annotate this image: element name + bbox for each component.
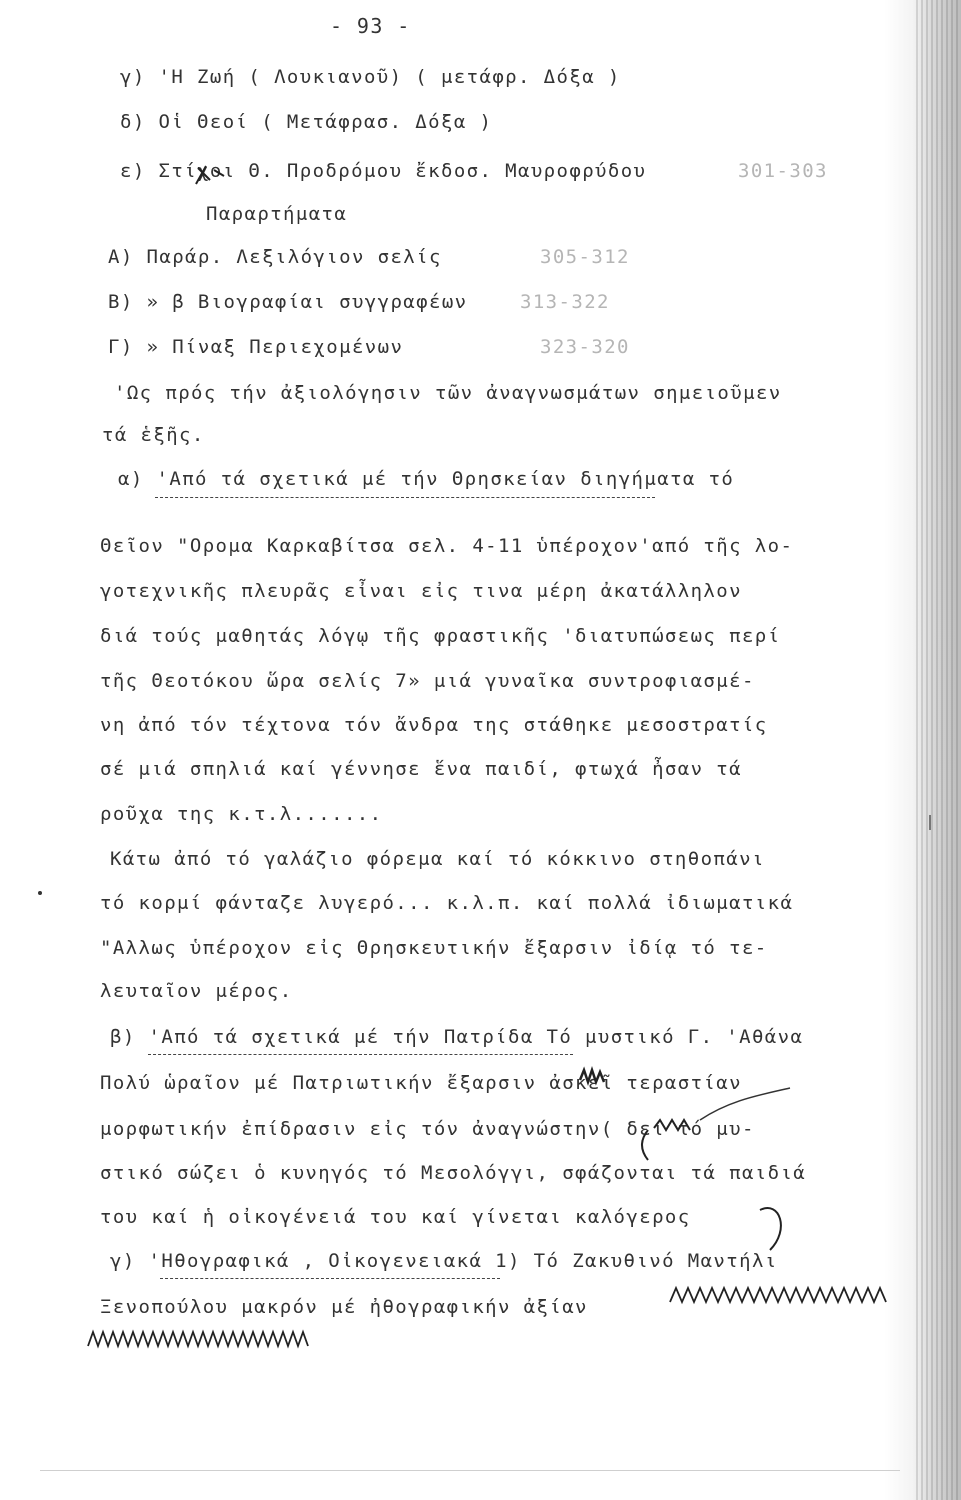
page-range: 313-322 (520, 291, 610, 313)
text-line: σέ μιά σπηλιά καί γέννησε ἕνα παιδί, φτωχά ἦσαν τά (100, 758, 742, 780)
text-line: γ) 'Ηθογραφικά , Οἰκογενειακά 1) Τό Ζακυθινό Μαντήλι (110, 1250, 778, 1272)
page-number: - 93 - (330, 14, 411, 38)
text-line: Κάτω ἀπό τό γαλάζιο φόρεμα καί τό κόκκινο στηθοπάνι (110, 848, 765, 870)
text-line: 'Ως πρός τήν ἀξιολόγησιν τῶν ἀναγνωσμάτων σημειοῦμεν (114, 382, 782, 404)
text-line: δ) Οἱ Θεοί ( Μετάφρασ. Δόξα ) (120, 111, 493, 133)
text-line: τά ἑξῆς. (102, 424, 205, 446)
bottom-rule (40, 1470, 900, 1471)
text-line: μορφωτικήν ἐπίδρασιν εἰς τόν ἀναγνώστην( δει τό μυ- (100, 1118, 755, 1140)
text-line: Θεῖον "Ορομα Καρκαβίτσα σελ. 4-11 ὑπέροχον'από τῆς λο- (100, 535, 794, 557)
text-line: λευταῖον μέρος. (100, 980, 293, 1002)
text-line: τό κορμί φάνταζε λυγερό... κ.λ.π. καί πολλά ἰδιωματικά (100, 892, 794, 914)
text-line: Πολύ ὡραῖον μέ Πατριωτικήν ἔξαρσιν ἀσκεῖ τεραστίαν (100, 1072, 742, 1094)
page-range: 305-312 (540, 246, 630, 268)
page-range: 301-303 (738, 160, 828, 182)
text-line: β) 'Από τά σχετικά μέ τήν Πατρίδα Τό μυστικό Γ. 'Αθάνα (110, 1026, 804, 1048)
text-line: γ) 'Η Ζωή ( Λουκιανοῦ) ( μετάφρ. Δόξα ) (120, 66, 621, 88)
text-line: Α) Παράρ. Λεξιλόγιον σελίς (108, 246, 442, 268)
text-line: νη ἀπό τόν τέχτονα τόν ἄνδρα της στάθηκε μεσοστρατίς (100, 714, 768, 736)
section-heading: Παραρτήματα (206, 203, 348, 225)
text-line: Ξενοπούλου μακρόν μέ ἠθογραφικήν ἀξίαν (100, 1296, 588, 1318)
text-line: ροῦχα της κ.τ.λ....... (100, 803, 383, 825)
text-line: α) 'Από τά σχετικά μέ τήν Θρησκείαν διηγήματα τό (118, 468, 735, 490)
text-line: Β) » β Βιογραφίαι συγγραφέων (108, 291, 468, 313)
text-line: του καί ἡ οἰκογένειά του καί γίνεται καλόγερος (100, 1206, 691, 1228)
text-line: τῆς Θεοτόκου ὥρα σελίς 7» μιά γυναῖκα συντροφιασμέ- (100, 670, 755, 692)
text-line: ε) Στίχοι Θ. Προδρόμου ἔκδοσ. Μαυροφρύδου (120, 160, 647, 182)
page-range: 323-320 (540, 336, 630, 358)
text-line: Γ) » Πίναξ Περιεχομένων (108, 336, 404, 358)
text-line: διά τούς μαθητάς λόγῳ τῆς φραστικῆς 'διατυπώσεως περί (100, 625, 781, 647)
text-line: γοτεχνικῆς πλευρᾶς εἶναι εἰς τινα μέρη ἀκατάλληλον (100, 580, 742, 602)
text-line: στικό σώζει ὁ κυνηγός τό Μεσολόγγι, σφάζονται τά παιδιά (100, 1162, 807, 1184)
text-line: "Αλλως ὑπέροχον εἰς Θρησκευτικήν ἔξαρσιν ἰδίᾳ τό τε- (100, 937, 768, 959)
